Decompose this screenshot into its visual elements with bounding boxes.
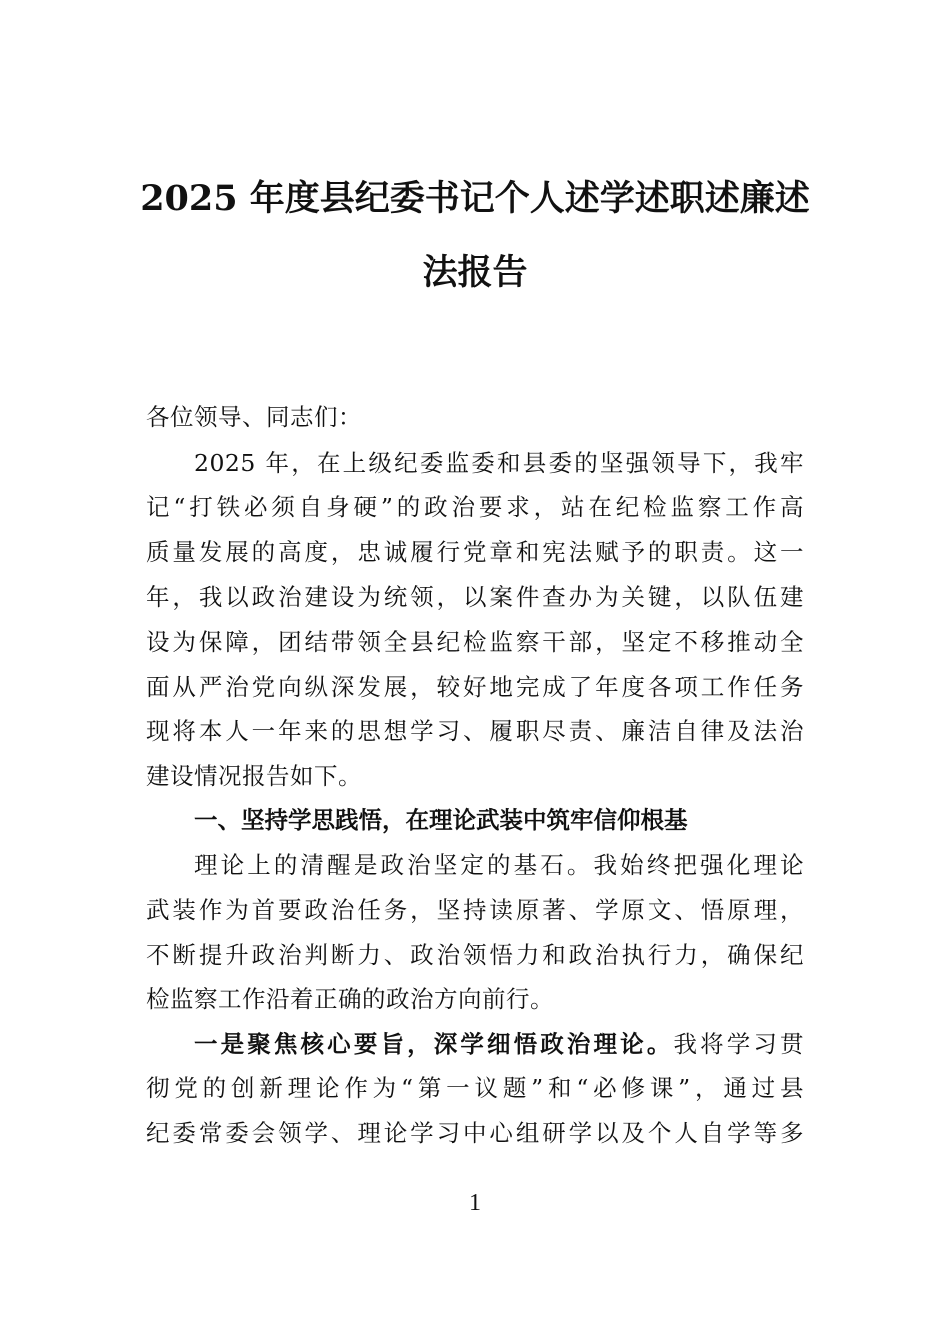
document-title — [120, 162, 830, 310]
intro-line-6: 面从严治党向纵深发展，较好地完成了年度各项工作任务 — [146, 673, 804, 701]
intro-line-1: 2025 年，在上级纪委监委和县委的坚强领导下，我牢 — [194, 449, 804, 477]
section1-line-4: 检监察工作沿着正确的政治方向前行。 — [146, 985, 554, 1013]
page-number: 1 — [469, 1190, 481, 1216]
section1-line-3: 不断提升政治判断力、政治领悟力和政治执行力，确保纪 — [146, 941, 804, 969]
intro-line-2: 记“打铁必须自身硬”的政治要求，站在纪检监察工作高 — [146, 493, 804, 521]
title-line-2: 法报告 — [422, 252, 528, 293]
point1-line-2: 彻党的创新理论作为“第一议题”和“必修课”，通过县 — [146, 1074, 804, 1102]
section1-line-2: 武装作为首要政治任务，坚持读原著、学原文、悟原理， — [146, 896, 804, 924]
intro-line-5: 设为保障，团结带领全县纪检监察干部，坚定不移推动全 — [146, 628, 804, 656]
intro-line-4: 年，我以政治建设为统领，以案件查办为关键，以队伍建 — [146, 583, 804, 611]
title-line-1: 2025 年度县纪委书记个人述学述职述廉述 — [140, 178, 810, 219]
salutation: 各位领导、同志们： — [146, 403, 362, 431]
point1-lead-rest: 我将学习贯 — [673, 1030, 805, 1058]
point1-bold-lead: 一是聚焦核心要旨，深学细悟政治理论。 — [194, 1030, 674, 1058]
point1-line-3: 纪委常委会领学、理论学习中心组研学以及个人自学等多 — [146, 1119, 804, 1147]
point1-line-1 — [146, 1029, 804, 1059]
intro-line-3: 质量发展的高度，忠诚履行党章和宪法赋予的职责。这一 — [146, 538, 804, 566]
section-heading-1: 一、坚持学思践悟，在理论武装中筑牢信仰根基 — [194, 806, 688, 834]
intro-line-7: 现将本人一年来的思想学习、履职尽责、廉洁自律及法治 — [146, 717, 804, 745]
section1-line-1: 理论上的清醒是政治坚定的基石。我始终把强化理论 — [194, 851, 804, 879]
intro-line-8: 建设情况报告如下。 — [146, 762, 362, 790]
